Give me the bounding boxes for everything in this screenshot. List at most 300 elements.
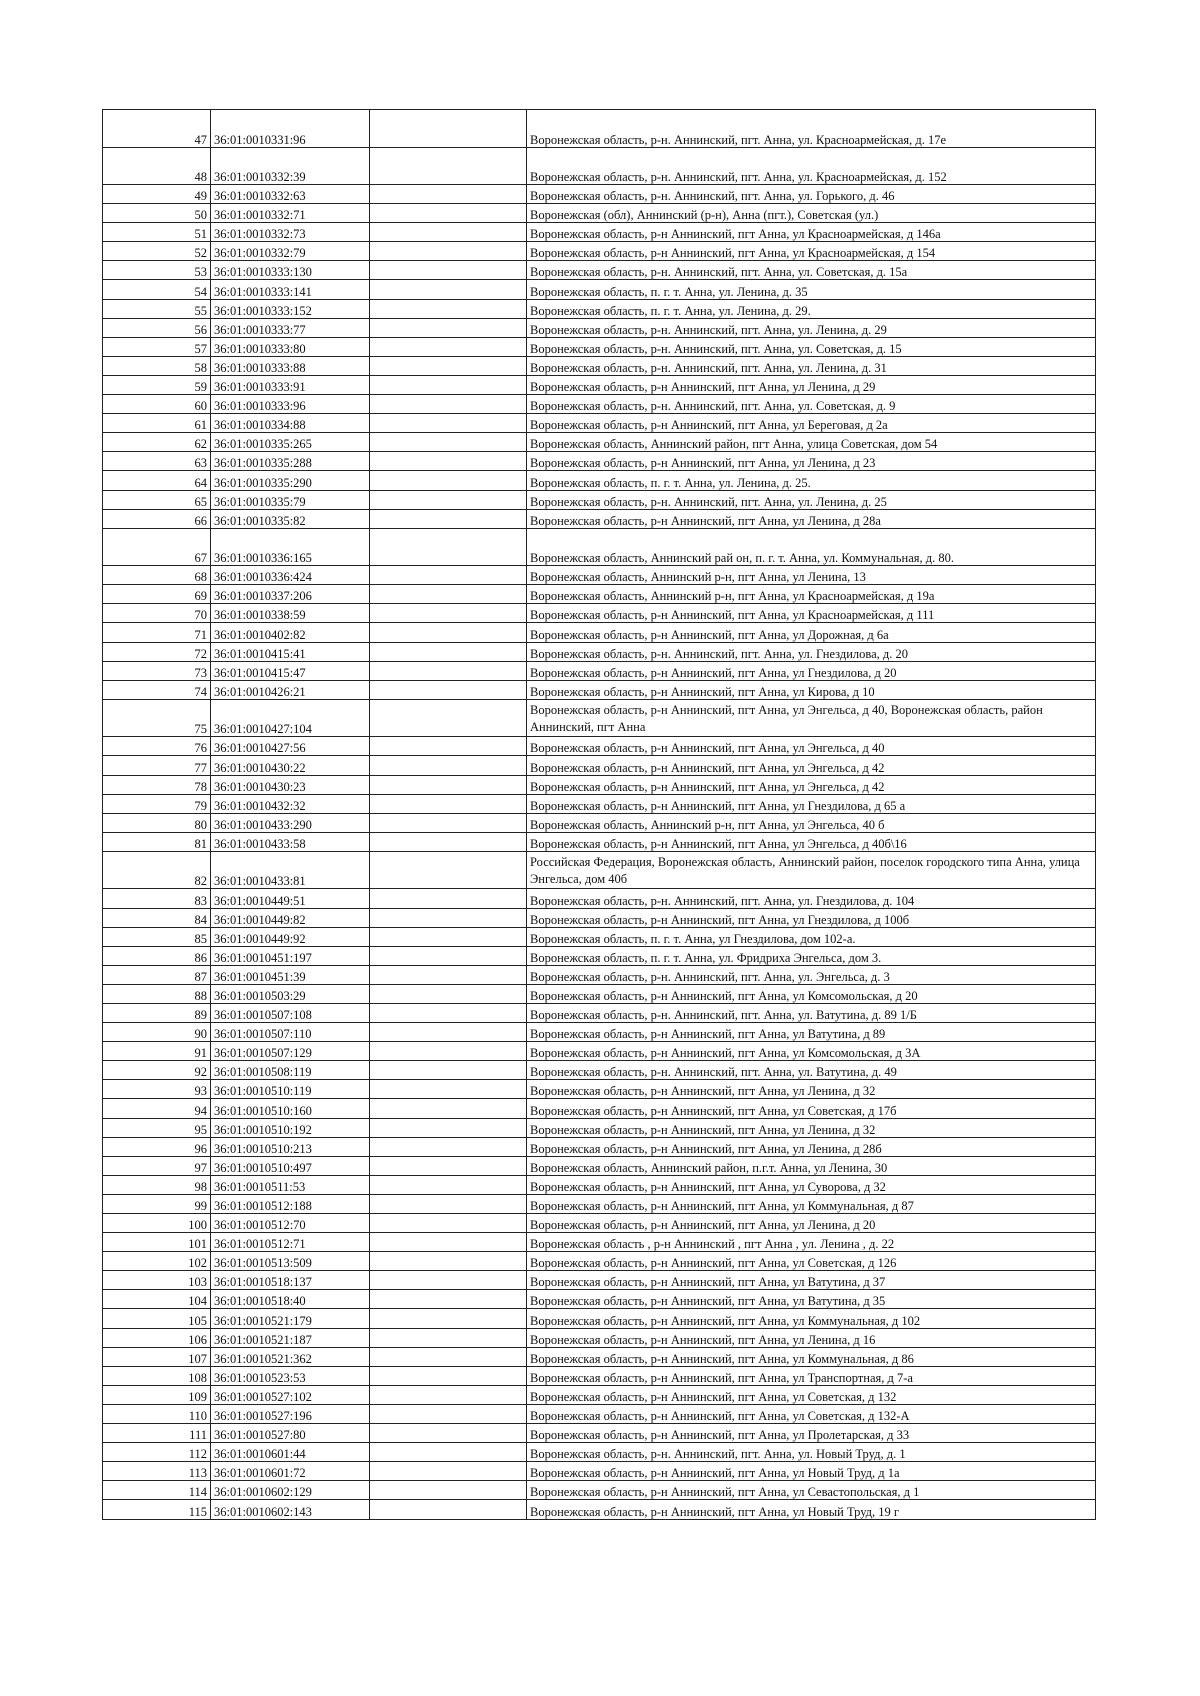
empty-cell [370,1443,527,1462]
address-cell: Воронежская область, р-н Аннинский, пгт Анна, ул Ленина, д 28а [527,509,1096,528]
table-row [103,756,1096,775]
table-row [103,1118,1096,1137]
cadastral-number: 36:01:0010333:80 [211,337,370,356]
table-row [103,509,1096,528]
empty-cell [370,965,527,984]
cadastral-number: 36:01:0010432:32 [211,794,370,813]
row-number: 73 [103,661,211,680]
row-number: 99 [103,1194,211,1213]
cadastral-number: 36:01:0010331:96 [211,110,370,148]
row-number: 114 [103,1481,211,1500]
address-cell: Воронежская область, р-н Аннинский, пгт Анна, ул Красноармейская, д 111 [527,604,1096,623]
row-number: 90 [103,1023,211,1042]
row-number: 64 [103,471,211,490]
empty-cell [370,1137,527,1156]
table-row [103,737,1096,756]
cadastral-number: 36:01:0010335:288 [211,452,370,471]
table-row [103,471,1096,490]
address-cell: Воронежская область, р-н. Аннинский, пгт. Анна, ул. Энгельса, д. 3 [527,965,1096,984]
table-row [103,1003,1096,1022]
address-cell: Воронежская область, р-н Аннинский, пгт Анна, ул Энгельса, д 40б\16 [527,832,1096,851]
address-cell: Воронежская область, п. г. т. Анна, ул Гнездилова, дом 102-а. [527,927,1096,946]
table-row [103,1385,1096,1404]
cadastral-number: 36:01:0010449:82 [211,908,370,927]
address-cell: Воронежская область, р-н Аннинский, пгт Анна, ул Коммунальная, д 87 [527,1194,1096,1213]
table-row [103,1080,1096,1099]
cadastral-number: 36:01:0010333:152 [211,299,370,318]
empty-cell [370,699,527,737]
empty-cell [370,1214,527,1233]
address-cell: Российская Федерация, Воронежская область, Аннинский район, поселок городского типа Анна, улица Энгельса, дом 40б [527,851,1096,889]
empty-cell [370,642,527,661]
row-number: 104 [103,1290,211,1309]
table-row [103,1271,1096,1290]
table-row [103,1366,1096,1385]
cadastral-number: 36:01:0010510:213 [211,1137,370,1156]
cadastral-number: 36:01:0010337:206 [211,585,370,604]
address-cell: Воронежская область, р-н. Аннинский, пгт. Анна, ул. Советская, д. 9 [527,395,1096,414]
empty-cell [370,1404,527,1423]
empty-cell [370,1481,527,1500]
row-number: 81 [103,832,211,851]
table-row [103,927,1096,946]
table-row [103,1061,1096,1080]
address-cell: Воронежская область, р-н Аннинский, пгт Анна, ул Дорожная, д 6а [527,623,1096,642]
cadastral-number: 36:01:0010332:63 [211,185,370,204]
row-number: 110 [103,1404,211,1423]
table-row [103,1042,1096,1061]
cadastral-number: 36:01:0010336:424 [211,566,370,585]
address-cell: Воронежская область, Аннинский р-н, пгт Анна, ул Ленина, 13 [527,566,1096,585]
empty-cell [370,832,527,851]
table-row [103,1290,1096,1309]
cadastral-number: 36:01:0010335:82 [211,509,370,528]
cadastral-number: 36:01:0010521:179 [211,1309,370,1328]
row-number: 77 [103,756,211,775]
cadastral-number: 36:01:0010512:71 [211,1233,370,1252]
address-cell: Воронежская область, р-н Аннинский, пгт Анна, ул Гнездилова, д 20 [527,661,1096,680]
cadastral-number: 36:01:0010333:96 [211,395,370,414]
empty-cell [370,490,527,509]
row-number: 49 [103,185,211,204]
cadastral-number: 36:01:0010427:56 [211,737,370,756]
row-number: 106 [103,1328,211,1347]
cadastral-number: 36:01:0010334:88 [211,414,370,433]
row-number: 76 [103,737,211,756]
row-number: 105 [103,1309,211,1328]
empty-cell [370,927,527,946]
table-row [103,1214,1096,1233]
table-row [103,1023,1096,1042]
table-row [103,261,1096,280]
empty-cell [370,1080,527,1099]
address-cell: Воронежская область, п. г. т. Анна, ул. Ленина, д. 35 [527,280,1096,299]
row-number: 89 [103,1003,211,1022]
table-row [103,946,1096,965]
cadastral-number: 36:01:0010332:71 [211,204,370,223]
row-number: 79 [103,794,211,813]
cadastral-number: 36:01:0010602:143 [211,1500,370,1519]
address-cell: Воронежская область, р-н. Аннинский, пгт. Анна, ул. Красноармейская, д. 152 [527,147,1096,185]
row-number: 52 [103,242,211,261]
cadastral-number: 36:01:0010527:196 [211,1404,370,1423]
address-cell: Воронежская область, р-н Аннинский, пгт Анна, ул Комсомольская, д 3А [527,1042,1096,1061]
row-number: 87 [103,965,211,984]
row-number: 70 [103,604,211,623]
table-row [103,908,1096,927]
empty-cell [370,261,527,280]
address-cell: Воронежская область, р-н Аннинский, пгт Анна, ул Береговая, д 2а [527,414,1096,433]
table-row [103,623,1096,642]
table-row [103,1328,1096,1347]
address-cell: Воронежская область, р-н Аннинский, пгт Анна, ул Советская, д 17б [527,1099,1096,1118]
empty-cell [370,147,527,185]
row-number: 65 [103,490,211,509]
row-number: 51 [103,223,211,242]
cadastral-number: 36:01:0010508:119 [211,1061,370,1080]
cadastral-number: 36:01:0010507:108 [211,1003,370,1022]
row-number: 84 [103,908,211,927]
row-number: 115 [103,1500,211,1519]
row-number: 47 [103,110,211,148]
cadastral-number: 36:01:0010510:497 [211,1156,370,1175]
cadastral-number: 36:01:0010335:265 [211,433,370,452]
table-row [103,1194,1096,1213]
table-row [103,642,1096,661]
empty-cell [370,528,527,566]
table-row [103,889,1096,908]
row-number: 97 [103,1156,211,1175]
address-cell: Воронежская область, р-н Аннинский, пгт Анна, ул Гнездилова, д 100б [527,908,1096,927]
empty-cell [370,1424,527,1443]
empty-cell [370,356,527,375]
empty-cell [370,1500,527,1519]
address-cell: Воронежская область, р-н. Аннинский, пгт. Анна, ул. Ленина, д. 25 [527,490,1096,509]
empty-cell [370,110,527,148]
row-number: 57 [103,337,211,356]
table-row [103,280,1096,299]
empty-cell [370,946,527,965]
cadastral-number: 36:01:0010333:77 [211,318,370,337]
row-number: 103 [103,1271,211,1290]
address-cell: Воронежская область, р-н Аннинский, пгт Анна, ул Советская, д 132-А [527,1404,1096,1423]
table-row [103,299,1096,318]
cadastral-number: 36:01:0010511:53 [211,1175,370,1194]
address-cell: Воронежская область, р-н Аннинский, пгт Анна, ул Кирова, д 10 [527,680,1096,699]
address-cell: Воронежская область, р-н. Аннинский, пгт. Анна, ул. Ватутина, д. 49 [527,1061,1096,1080]
table-body [103,110,1096,1520]
address-cell: Воронежская область, р-н Аннинский, пгт Анна, ул Коммунальная, д 102 [527,1309,1096,1328]
table-row [103,433,1096,452]
address-cell: Воронежская область, р-н Аннинский, пгт Анна, ул Севастопольская, д 1 [527,1481,1096,1500]
table-row [103,147,1096,185]
empty-cell [370,661,527,680]
row-number: 58 [103,356,211,375]
empty-cell [370,1118,527,1137]
address-cell: Воронежская область, р-н Аннинский, пгт Анна, ул Комсомольская, д 20 [527,984,1096,1003]
row-number: 102 [103,1252,211,1271]
empty-cell [370,908,527,927]
cadastral-number: 36:01:0010521:187 [211,1328,370,1347]
empty-cell [370,680,527,699]
row-number: 98 [103,1175,211,1194]
address-cell: Воронежская область, р-н Аннинский, пгт Анна, ул Красноармейская, д 146а [527,223,1096,242]
table-row [103,604,1096,623]
address-cell: Воронежская область, р-н Аннинский, пгт Анна, ул Энгельса, д 40 [527,737,1096,756]
address-cell: Воронежская область, р-н. Аннинский, пгт. Анна, ул. Ватутина, д. 89 1/Б [527,1003,1096,1022]
address-cell: Воронежская область, р-н Аннинский, пгт Анна, ул Ленина, д 23 [527,452,1096,471]
address-cell: Воронежская область, р-н. Аннинский, пгт. Анна, ул. Гнездилова, д. 104 [527,889,1096,908]
cadastral-number: 36:01:0010601:44 [211,1443,370,1462]
table-row [103,375,1096,394]
table-row [103,832,1096,851]
cadastral-number: 36:01:0010507:110 [211,1023,370,1042]
cadastral-number: 36:01:0010510:192 [211,1118,370,1137]
table-row [103,223,1096,242]
empty-cell [370,1309,527,1328]
empty-cell [370,318,527,337]
table-row [103,490,1096,509]
cadastral-number: 36:01:0010513:509 [211,1252,370,1271]
address-cell: Воронежская (обл), Аннинский (р-н), Анна (пгт.), Советская (ул.) [527,204,1096,223]
row-number: 108 [103,1366,211,1385]
table-row [103,242,1096,261]
cadastral-table [102,109,1096,1520]
row-number: 107 [103,1347,211,1366]
row-number: 56 [103,318,211,337]
row-number: 112 [103,1443,211,1462]
row-number: 91 [103,1042,211,1061]
table-row [103,1424,1096,1443]
cadastral-number: 36:01:0010433:58 [211,832,370,851]
cadastral-number: 36:01:0010518:40 [211,1290,370,1309]
cadastral-number: 36:01:0010512:188 [211,1194,370,1213]
address-cell: Воронежская область, р-н Аннинский, пгт Анна, ул Советская, д 132 [527,1385,1096,1404]
table-row [103,356,1096,375]
row-number: 55 [103,299,211,318]
table-row [103,1156,1096,1175]
address-cell: Воронежская область, р-н Аннинский, пгт Анна, ул Ленина, д 16 [527,1328,1096,1347]
row-number: 61 [103,414,211,433]
cadastral-number: 36:01:0010518:137 [211,1271,370,1290]
table-row [103,1462,1096,1481]
cadastral-number: 36:01:0010507:129 [211,1042,370,1061]
cadastral-number: 36:01:0010527:102 [211,1385,370,1404]
row-number: 75 [103,699,211,737]
cadastral-number: 36:01:0010449:92 [211,927,370,946]
cadastral-number: 36:01:0010430:23 [211,775,370,794]
row-number: 100 [103,1214,211,1233]
empty-cell [370,1042,527,1061]
address-cell: Воронежская область, р-н. Аннинский, пгт. Анна, ул. Советская, д. 15 [527,337,1096,356]
address-cell: Воронежская область, р-н Аннинский, пгт Анна, ул Ленина, д 29 [527,375,1096,394]
address-cell: Воронежская область, Аннинский р-н, пгт Анна, ул Красноармейская, д 19а [527,585,1096,604]
cadastral-number: 36:01:0010332:79 [211,242,370,261]
address-cell: Воронежская область, р-н Аннинский, пгт Анна, ул Гнездилова, д 65 а [527,794,1096,813]
cadastral-number: 36:01:0010426:21 [211,680,370,699]
cadastral-number: 36:01:0010521:362 [211,1347,370,1366]
table-row [103,395,1096,414]
table-row [103,452,1096,471]
address-cell: Воронежская область, р-н. Аннинский, пгт. Анна, ул. Красноармейская, д. 17е [527,110,1096,148]
address-cell: Воронежская область, р-н Аннинский, пгт Анна, ул Ленина, д 28б [527,1137,1096,1156]
row-number: 82 [103,851,211,889]
empty-cell [370,737,527,756]
empty-cell [370,1290,527,1309]
cadastral-number: 36:01:0010336:165 [211,528,370,566]
table-row [103,1252,1096,1271]
address-cell: Воронежская область, п. г. т. Анна, ул. Фридриха Энгельса, дом 3. [527,946,1096,965]
address-cell: Воронежская область, р-н Аннинский, пгт Анна, ул Новый Труд, д 1а [527,1462,1096,1481]
cadastral-number: 36:01:0010512:70 [211,1214,370,1233]
address-cell: Воронежская область, р-н. Аннинский, пгт. Анна, ул. Новый Труд, д. 1 [527,1443,1096,1462]
empty-cell [370,1099,527,1118]
address-cell: Воронежская область, р-н Аннинский, пгт Анна, ул Ватутина, д 89 [527,1023,1096,1042]
cadastral-number: 36:01:0010335:79 [211,490,370,509]
address-cell: Воронежская область, р-н Аннинский, пгт Анна, ул Ленина, д 32 [527,1080,1096,1099]
empty-cell [370,851,527,889]
cadastral-number: 36:01:0010510:119 [211,1080,370,1099]
row-number: 74 [103,680,211,699]
address-cell: Воронежская область, р-н Аннинский, пгт Анна, ул Красноармейская, д 154 [527,242,1096,261]
row-number: 63 [103,452,211,471]
address-cell: Воронежская область, р-н Аннинский, пгт Анна, ул Пролетарская, д 33 [527,1424,1096,1443]
address-cell: Воронежская область, Аннинский район, п.г.т. Анна, ул Ленина, 30 [527,1156,1096,1175]
empty-cell [370,623,527,642]
cadastral-number: 36:01:0010333:88 [211,356,370,375]
empty-cell [370,395,527,414]
empty-cell [370,1252,527,1271]
cadastral-number: 36:01:0010527:80 [211,1424,370,1443]
table-row [103,1347,1096,1366]
row-number: 68 [103,566,211,585]
empty-cell [370,433,527,452]
table-row [103,1233,1096,1252]
table-row [103,528,1096,566]
cadastral-number: 36:01:0010602:129 [211,1481,370,1500]
empty-cell [370,223,527,242]
cadastral-number: 36:01:0010601:72 [211,1462,370,1481]
address-cell: Воронежская область, р-н. Аннинский, пгт. Анна, ул. Гнездилова, д. 20 [527,642,1096,661]
row-number: 111 [103,1424,211,1443]
empty-cell [370,1462,527,1481]
row-number: 95 [103,1118,211,1137]
empty-cell [370,984,527,1003]
row-number: 93 [103,1080,211,1099]
empty-cell [370,1233,527,1252]
empty-cell [370,566,527,585]
row-number: 80 [103,813,211,832]
row-number: 50 [103,204,211,223]
empty-cell [370,1347,527,1366]
row-number: 62 [103,433,211,452]
cadastral-number: 36:01:0010427:104 [211,699,370,737]
table-row [103,1137,1096,1156]
cadastral-number: 36:01:0010333:130 [211,261,370,280]
empty-cell [370,756,527,775]
row-number: 94 [103,1099,211,1118]
empty-cell [370,1328,527,1347]
table-row [103,984,1096,1003]
address-cell: Воронежская область, р-н. Аннинский, пгт. Анна, ул. Ленина, д. 31 [527,356,1096,375]
cadastral-number: 36:01:0010338:59 [211,604,370,623]
cadastral-number: 36:01:0010451:197 [211,946,370,965]
table-row [103,661,1096,680]
table-row [103,337,1096,356]
empty-cell [370,204,527,223]
cadastral-number: 36:01:0010415:41 [211,642,370,661]
table-row [103,318,1096,337]
address-cell: Воронежская область, р-н Аннинский, пгт Анна, ул Транспортная, д 7-а [527,1366,1096,1385]
row-number: 48 [103,147,211,185]
table-row [103,680,1096,699]
table-row [103,566,1096,585]
empty-cell [370,452,527,471]
empty-cell [370,185,527,204]
empty-cell [370,585,527,604]
address-cell: Воронежская область, р-н Аннинский, пгт Анна, ул Энгельса, д 42 [527,756,1096,775]
empty-cell [370,471,527,490]
row-number: 92 [103,1061,211,1080]
address-cell: Воронежская область, п. г. т. Анна, ул. Ленина, д. 25. [527,471,1096,490]
address-cell: Воронежская область, р-н. Аннинский, пгт. Анна, ул. Горького, д. 46 [527,185,1096,204]
table-row [103,1443,1096,1462]
address-cell: Воронежская область , р-н Аннинский , пгт Анна , ул. Ленина , д. 22 [527,1233,1096,1252]
address-cell: Воронежская область, п. г. т. Анна, ул. Ленина, д. 29. [527,299,1096,318]
table-row [103,1099,1096,1118]
cadastral-number: 36:01:0010333:91 [211,375,370,394]
empty-cell [370,1175,527,1194]
cadastral-number: 36:01:0010415:47 [211,661,370,680]
cadastral-number: 36:01:0010402:82 [211,623,370,642]
row-number: 59 [103,375,211,394]
row-number: 88 [103,984,211,1003]
empty-cell [370,794,527,813]
address-cell: Воронежская область, р-н Аннинский, пгт Анна, ул Ватутина, д 35 [527,1290,1096,1309]
empty-cell [370,604,527,623]
address-cell: Воронежская область, Аннинский район, пгт Анна, улица Советская, дом 54 [527,433,1096,452]
table-row [103,110,1096,148]
row-number: 60 [103,395,211,414]
table-row [103,185,1096,204]
table-row [103,1309,1096,1328]
address-cell: Воронежская область, р-н Аннинский, пгт Анна, ул Энгельса, д 40, Воронежская область, район Аннинский, пгт Анна [527,699,1096,737]
row-number: 86 [103,946,211,965]
row-number: 85 [103,927,211,946]
address-cell: Воронежская область, р-н Аннинский, пгт Анна, ул Советская, д 126 [527,1252,1096,1271]
table-row [103,965,1096,984]
row-number: 66 [103,509,211,528]
empty-cell [370,280,527,299]
cadastral-number: 36:01:0010523:53 [211,1366,370,1385]
row-number: 53 [103,261,211,280]
empty-cell [370,1003,527,1022]
table-row [103,414,1096,433]
empty-cell [370,1156,527,1175]
table-row [103,204,1096,223]
address-cell: Воронежская область, р-н Аннинский, пгт Анна, ул Ленина, д 20 [527,1214,1096,1233]
table-row [103,813,1096,832]
row-number: 96 [103,1137,211,1156]
address-cell: Воронежская область, р-н Аннинский, пгт Анна, ул Коммунальная, д 86 [527,1347,1096,1366]
table-row [103,794,1096,813]
empty-cell [370,242,527,261]
empty-cell [370,1385,527,1404]
cadastral-number: 36:01:0010449:51 [211,889,370,908]
empty-cell [370,337,527,356]
table-row [103,1481,1096,1500]
address-cell: Воронежская область, р-н Аннинский, пгт Анна, ул Суворова, д 32 [527,1175,1096,1194]
